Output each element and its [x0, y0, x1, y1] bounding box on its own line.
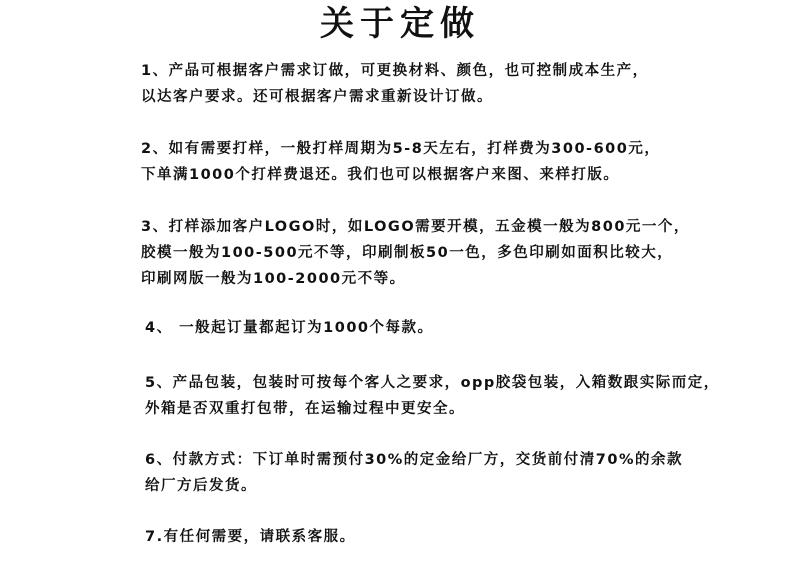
- section-2-line-1: 2、如有需要打样，一般打样周期为5-8天左右，打样费为300-600元，: [141, 141, 661, 157]
- section-6-line-1: 6、付款方式：下订单时需预付30%的定金给厂方，交货前付清70%的余款: [145, 452, 683, 468]
- section-3-line-3: 印刷网版一般为100-2000元不等。: [141, 271, 406, 287]
- section-1: [141, 58, 649, 110]
- section-3-line-1: 3、打样添加客户LOGO时，如LOGO需要开模，五金模一般为800元一个，: [141, 219, 690, 235]
- section-1-line-2: 以达客户要求。还可根据客户需求重新设计订做。: [141, 89, 493, 105]
- section-4: [145, 315, 434, 341]
- section-7-line-1: 7.有任何需要，请联系客服。: [145, 529, 356, 545]
- section-6-line-2: 给厂方后发货。: [145, 478, 257, 494]
- section-2-line-2: 下单满1000个打样费退还。我们也可以根据客户来图、来样打版。: [141, 167, 620, 183]
- section-5-line-1: 5、产品包装，包装时可按每个客人之要求，opp胶袋包装，入箱数跟实际而定，: [145, 375, 720, 391]
- section-3-line-2: 胶模一般为100-500元不等，印刷制板50一色，多色印刷如面积比较大，: [141, 245, 674, 261]
- section-5-line-2: 外箱是否双重打包带，在运输过程中更安全。: [145, 401, 465, 417]
- section-5: [145, 370, 720, 422]
- section-7: [145, 524, 356, 550]
- section-6: [145, 447, 683, 499]
- section-4-line-1: 4、 一般起订量都起订为1000个每款。: [145, 320, 434, 336]
- section-3: [141, 214, 690, 292]
- page-title: 关于定做: [320, 4, 480, 44]
- section-1-line-1: 1、产品可根据客户需求订做，可更换材料、颜色，也可控制成本生产，: [141, 63, 649, 79]
- section-2: [141, 136, 660, 188]
